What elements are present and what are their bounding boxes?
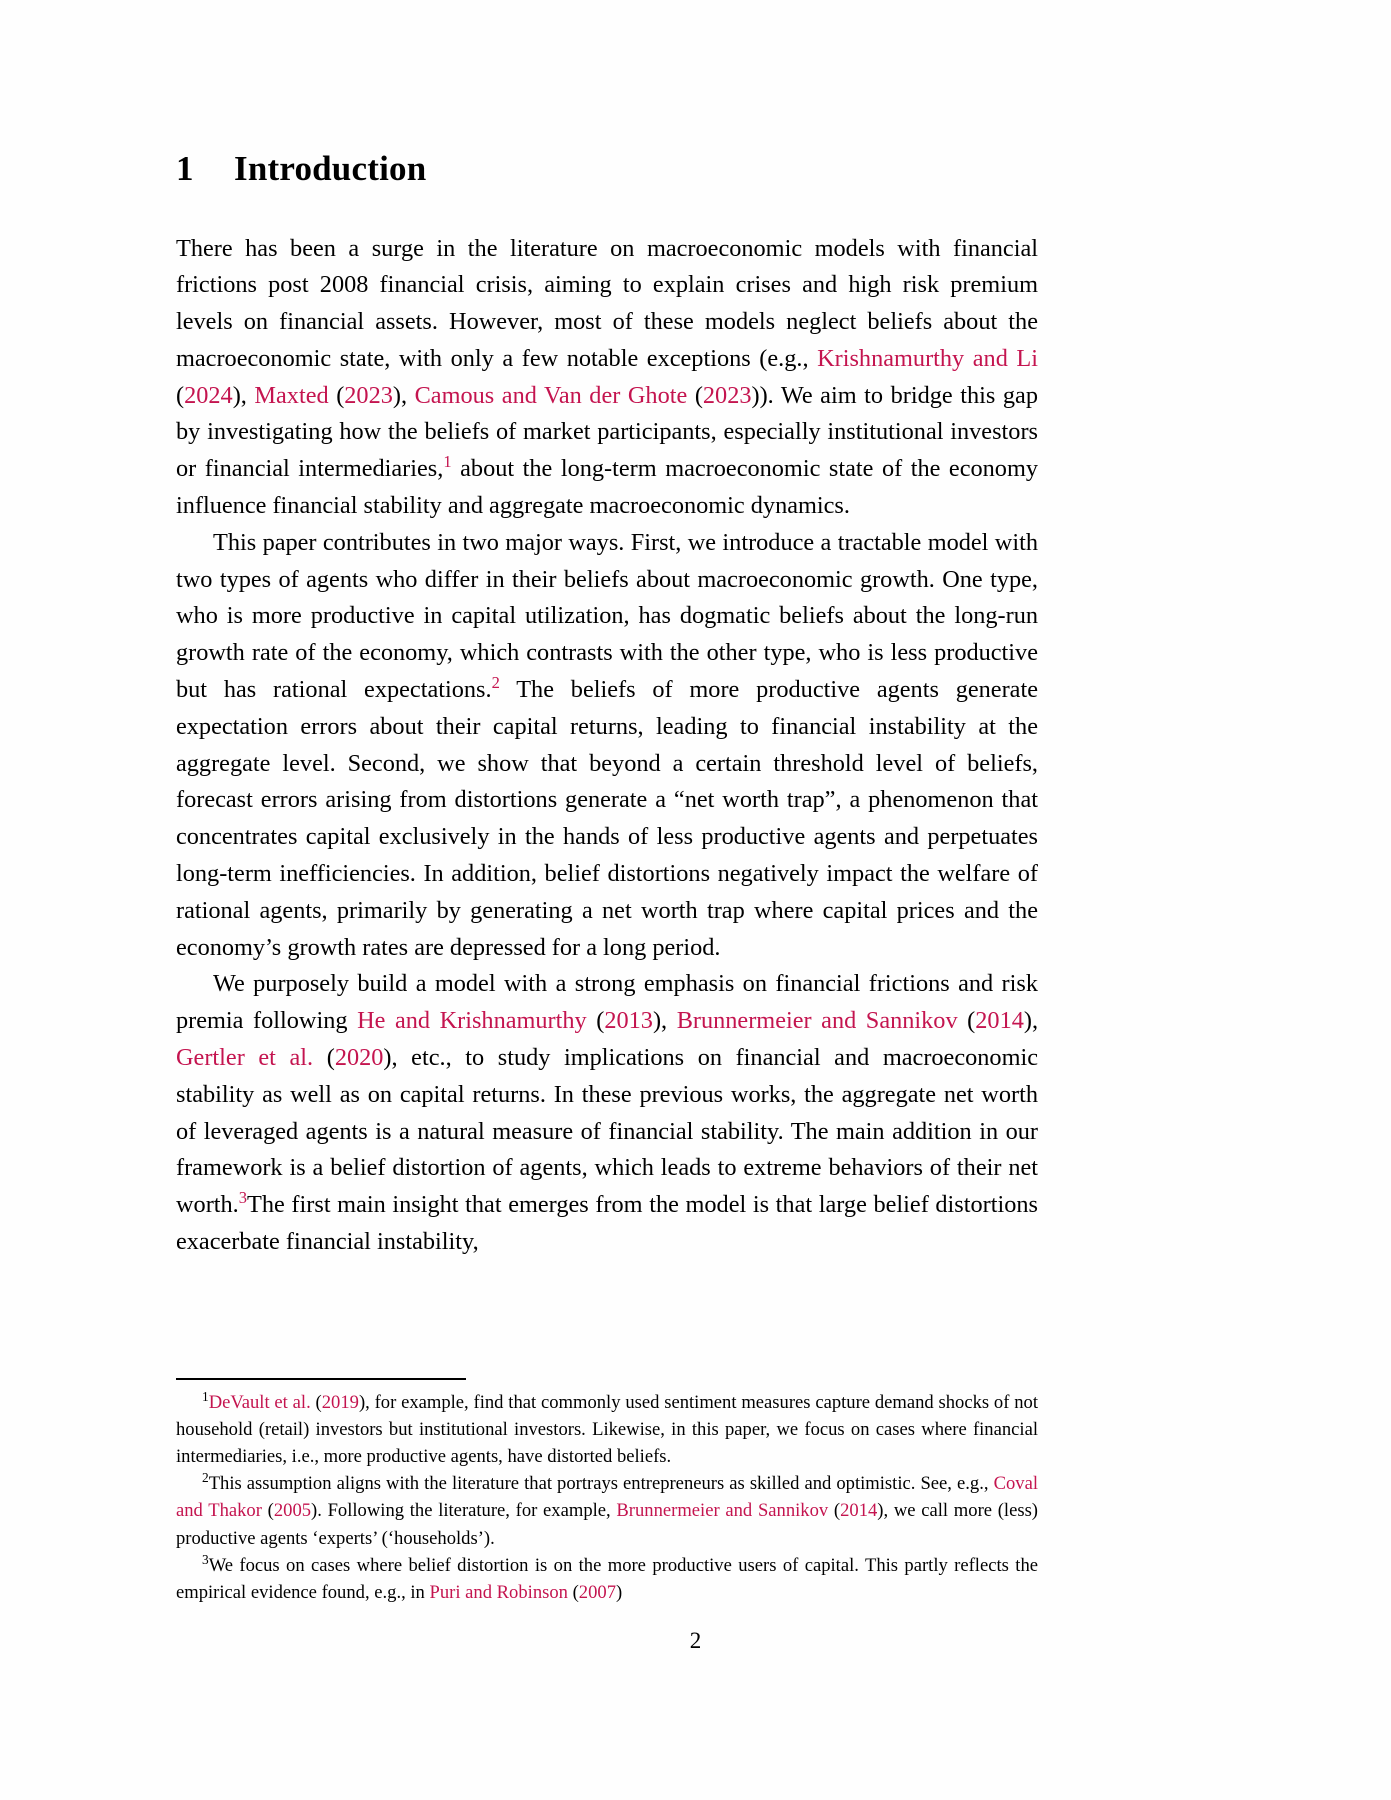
- footnote-marker-2[interactable]: 2: [491, 672, 500, 692]
- par2-seg1: This paper contributes in two major ways. First, we introduce a tractable model with two types of agents who differ in their beliefs about macroeconomic growth. One type, who is more productive in capital utilization, has dogmatic beliefs about the long-run growth rate of the economy, which contrasts with the other type, who is less productive but has rational expectations.: [176, 528, 1038, 704]
- par3-seg8: The first main insight that emerges from the model is that large belief distortions exacerbate financial instability,: [176, 1191, 1038, 1256]
- citation-brunnermeier-and-sannikov[interactable]: Brunnermeier and Sannikov: [676, 1007, 958, 1035]
- footnote-2-seg4: (: [828, 1500, 841, 1522]
- citation-he-and-krishnamurthy[interactable]: He and Krishnamurthy: [357, 1007, 587, 1035]
- footnote-1-seg1: (: [310, 1391, 322, 1413]
- footnotes: [176, 1378, 1038, 1606]
- footnote-3-marker: 3: [202, 1551, 209, 1567]
- citation-year-2019[interactable]: 2019: [321, 1391, 359, 1413]
- citation-krishnamurthy-and-li[interactable]: Krishnamurthy and Li: [817, 344, 1039, 372]
- par3-seg6: (: [313, 1044, 335, 1072]
- citation-year-2007[interactable]: 2007: [578, 1582, 616, 1604]
- paragraph-3: [176, 966, 1038, 1260]
- citation-year-2014-fn[interactable]: 2014: [840, 1500, 878, 1522]
- par3-seg7: ), etc., to study implications on financial and macroeconomic stability as well as on capital returns. In these previous works, the aggregate net worth of leveraged agents is a natural measure of financial stability. The main addition in our framework is a belief distortion of agents, which leads to extreme behaviors of their net worth.: [176, 1044, 1039, 1219]
- citation-maxted[interactable]: Maxted: [254, 381, 329, 409]
- par3-seg2: (: [586, 1007, 605, 1035]
- par3-seg5: ),: [1023, 1007, 1039, 1035]
- citation-year-2013[interactable]: 2013: [604, 1007, 653, 1035]
- footnote-marker-3[interactable]: 3: [238, 1188, 248, 1208]
- par1-seg4: (: [328, 381, 345, 409]
- section-title-text: Introduction: [234, 149, 427, 188]
- footnote-3-seg1: We focus on cases where belief distortion is on the more productive users of capital. This partly reflects the empirical evidence found, e.g., in: [176, 1554, 1038, 1604]
- footnote-2-seg5: ), we call more (less) productive agents ‘experts’ (‘households’).: [176, 1500, 1038, 1549]
- par1-seg8: about the long-term macroeconomic state of the economy influence financial stability and aggregate macroeconomic dynamics.: [176, 455, 1038, 520]
- footnote-3-seg3: ): [615, 1582, 623, 1604]
- par3-seg3: ),: [652, 1007, 677, 1035]
- page-content: [176, 150, 1038, 1261]
- citation-brunnermeier-and-sannikov-fn[interactable]: Brunnermeier and Sannikov: [616, 1500, 829, 1522]
- citation-year-2023-maxted[interactable]: 2023: [344, 381, 393, 409]
- par3-seg1: We purposely build a model with a strong emphasis on financial frictions and risk premia following: [176, 970, 1038, 1035]
- par3-seg4: (: [957, 1007, 976, 1035]
- footnote-3: [176, 1552, 1038, 1606]
- par1-seg5: ),: [392, 381, 415, 409]
- citation-year-2014[interactable]: 2014: [975, 1007, 1024, 1035]
- footnote-2-marker: 2: [202, 1470, 209, 1486]
- footnote-2-seg3: ). Following the literature, for example,: [311, 1500, 617, 1522]
- footnote-2-seg1: This assumption aligns with the literature that portrays entrepreneurs as skilled and optimistic. See, e.g.,: [208, 1473, 994, 1495]
- footnote-marker-1[interactable]: 1: [443, 452, 452, 472]
- par1-seg1: There has been a surge in the literature on macroeconomic models with financial frictions post 2008 financial crisis, aiming to explain crises and high risk premium levels on financial assets. However, most of these models neglect beliefs about the macroeconomic state, with only a few notable exceptions (e.g.,: [176, 234, 1038, 372]
- paragraph-2: [176, 525, 1038, 967]
- citation-camous-and-van-der-ghote[interactable]: Camous and Van der Ghote: [414, 381, 688, 409]
- footnote-1-seg2: ), for example, find that commonly used sentiment measures capture demand shocks of not household (retail) investors but institutional investors. Likewise, in this paper, we focus on cases where financial intermediaries, i.e., more productive agents, have distorted beliefs.: [176, 1391, 1038, 1467]
- par1-seg2: (: [176, 381, 185, 409]
- citation-year-2023-camous[interactable]: 2023: [702, 381, 752, 409]
- footnote-1-marker: 1: [202, 1388, 209, 1404]
- citation-year-2020[interactable]: 2020: [334, 1044, 384, 1072]
- citation-year-2024[interactable]: 2024: [184, 381, 233, 409]
- par1-seg7: )). We aim to bridge this gap by investigating how the beliefs of market participants, especially institutional investors or financial intermediaries,: [176, 381, 1038, 483]
- page-number: 2: [689, 1628, 702, 1653]
- citation-puri-and-robinson[interactable]: Puri and Robinson: [429, 1582, 568, 1604]
- citation-coval-and-thakor[interactable]: Coval and Thakor: [176, 1473, 1038, 1522]
- citation-year-2005[interactable]: 2005: [273, 1500, 312, 1522]
- par2-seg2: The beliefs of more productive agents generate expectation errors about their capital returns, leading to financial instability at the aggregate level. Second, we show that beyond a certain threshold level of beliefs, forecast errors arising from distortions generate a “net worth trap”, a phenomenon that concentrates capital exclusively in the hands of less productive agents and perpetuates long-term inefficiencies. In addition, belief distortions negatively impact the welfare of rational agents, primarily by generating a net worth trap where capital prices and the economy’s growth rates are depressed for a long period.: [176, 676, 1038, 961]
- paragraph-1: [176, 231, 1038, 525]
- par1-seg3: ),: [232, 381, 255, 409]
- page-title: [176, 150, 1038, 189]
- citation-devault-et-al[interactable]: DeVault et al.: [208, 1391, 311, 1413]
- footnote-3-seg2: (: [567, 1582, 579, 1604]
- citation-gertler-et-al[interactable]: Gertler et al.: [176, 1044, 314, 1072]
- par1-seg6: (: [687, 381, 703, 409]
- footnote-2-seg2: (: [261, 1500, 274, 1522]
- footnote-1: [176, 1389, 1038, 1471]
- footnote-separator-rule: [176, 1378, 466, 1380]
- section-number: 1: [176, 149, 194, 188]
- footnote-2: [176, 1470, 1038, 1552]
